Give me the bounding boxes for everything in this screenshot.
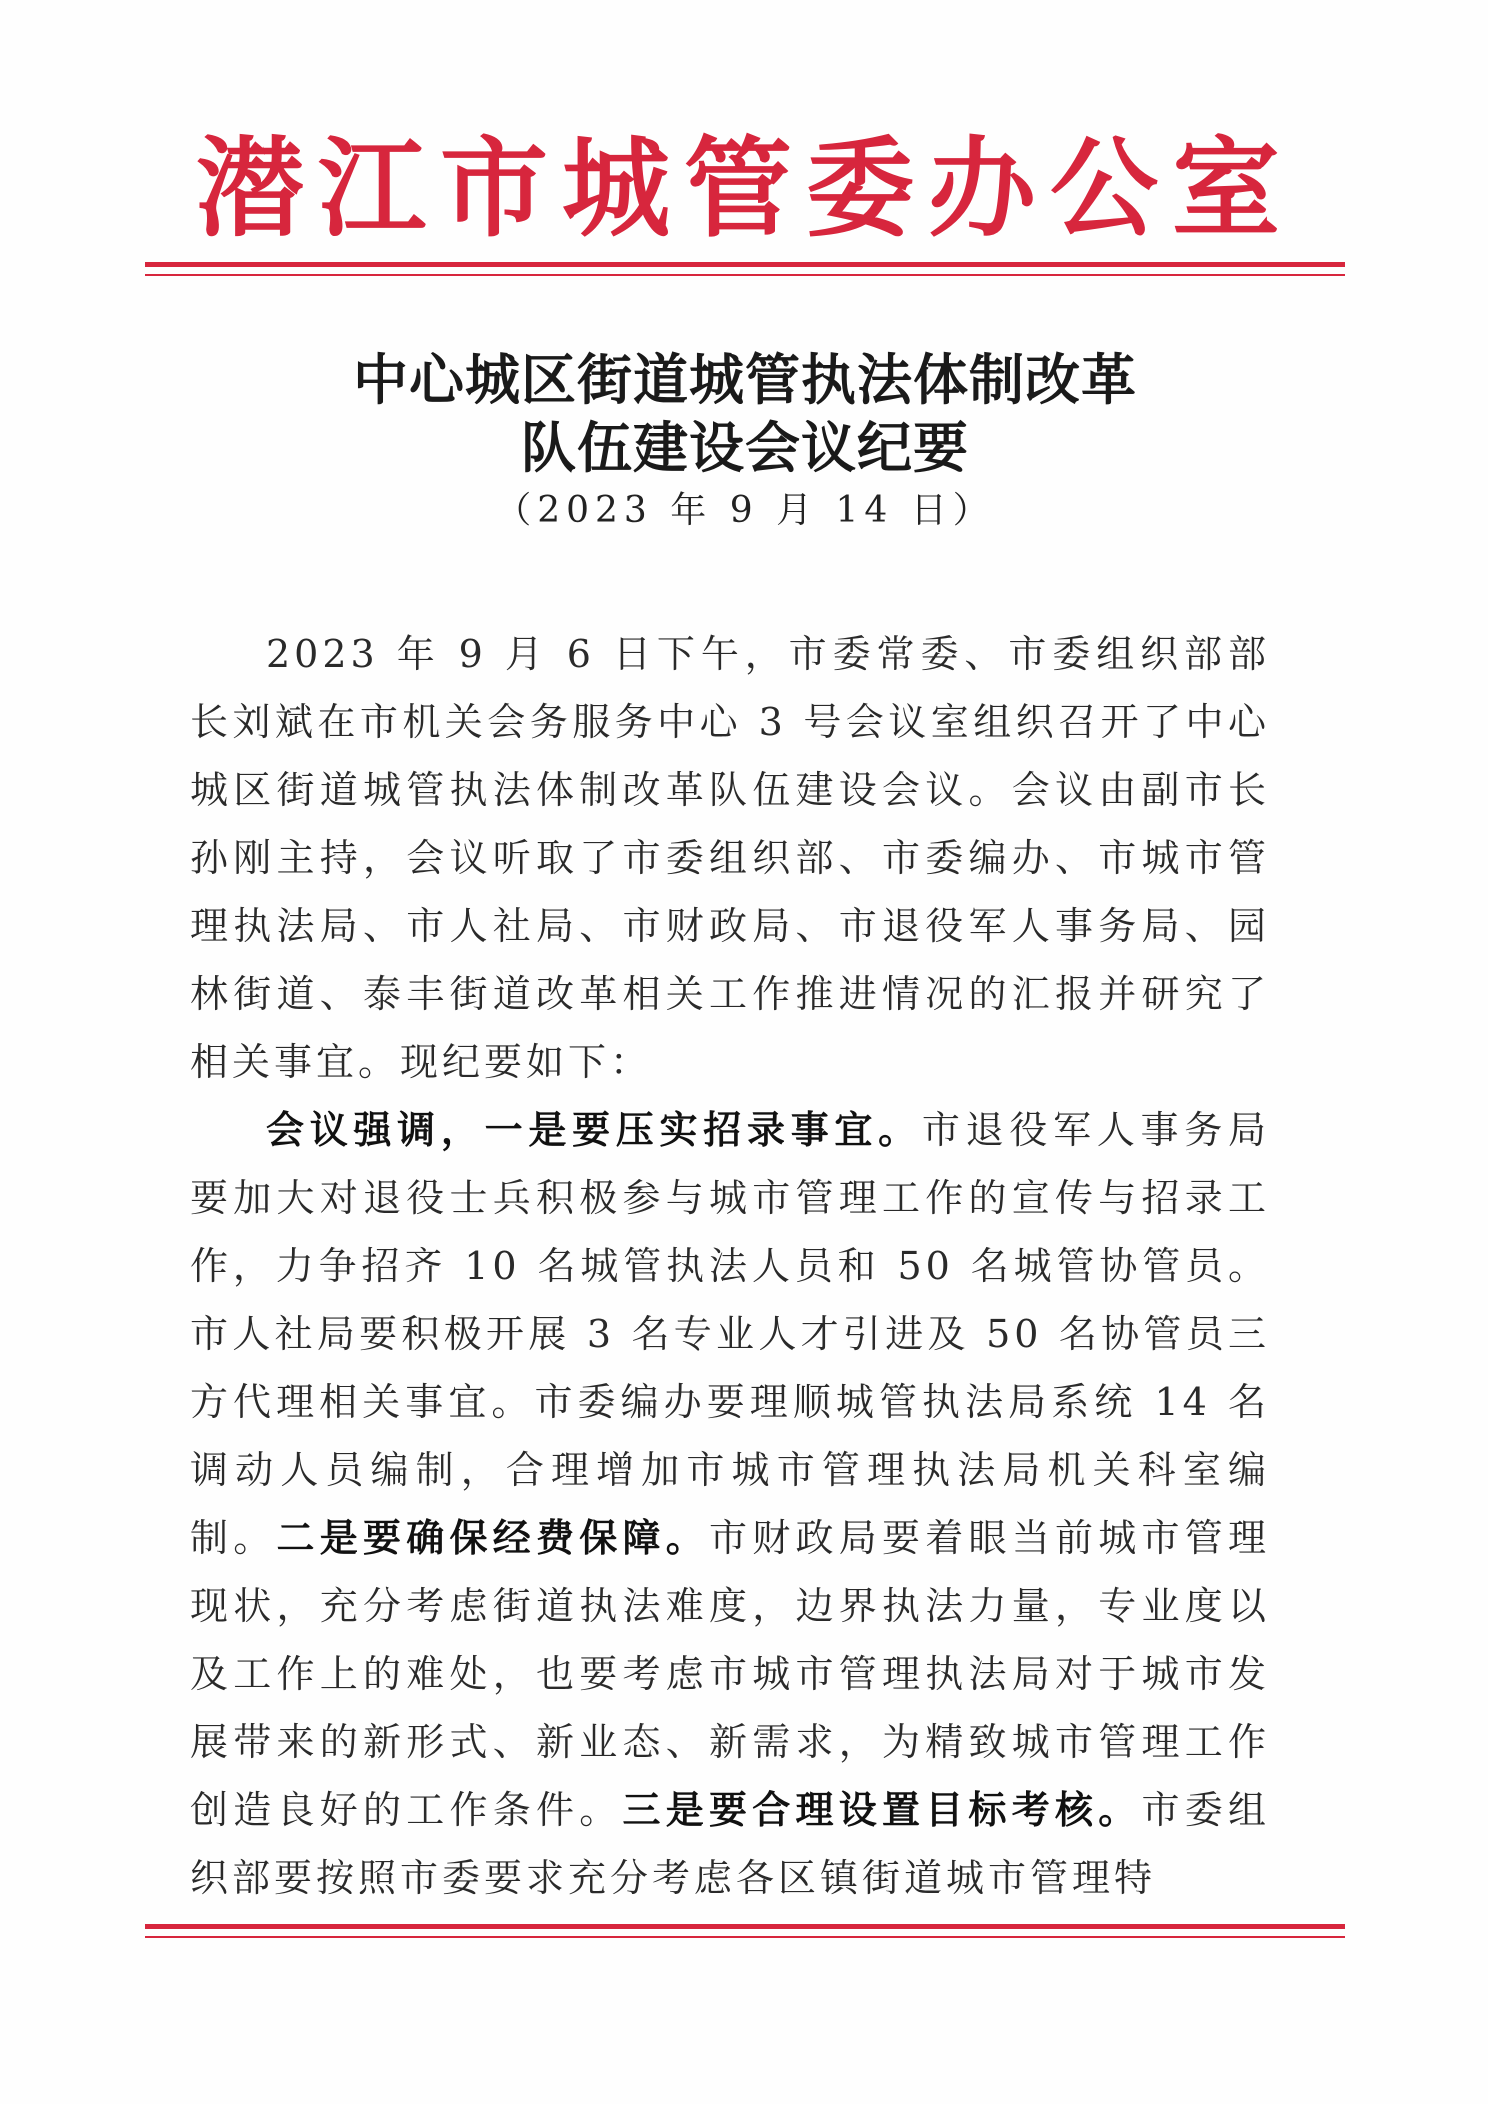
body-text-assessment: 市委组织部要按照市委要求充分考虑各区镇街道城市管理特 bbox=[190, 1788, 1270, 1900]
body-emphasis-three: 三是要合理设置目标考核。 bbox=[622, 1787, 1142, 1832]
masthead-rule-thick bbox=[145, 262, 1345, 267]
footer-rule-thick bbox=[145, 1924, 1345, 1929]
document-body bbox=[190, 620, 1270, 1912]
masthead-title: 潜江市城管委办公室 bbox=[195, 127, 1294, 252]
masthead-rule-thin bbox=[145, 274, 1345, 276]
document-title-line1: 中心城区街道城管执法体制改革 bbox=[352, 347, 1137, 412]
body-paragraph-1: 2023 年 9 月 6 日下午，市委常委、市委组织部部长刘斌在市机关会务服务中心 3 号会议室组织召开了中心城区街道城管执法体制改革队伍建设会议。会议由副市长孙刚主持，会议听取了市委组织部、市委编办、市城市管理执法局、市人社局、市财政局、市退役军人事务局、园林街道、泰丰街道改革相关工作推进情况的汇报并研究了相关事宜。现纪要如下： bbox=[190, 632, 1270, 1084]
body-emphasis-two: 二是要确保经费保障。 bbox=[276, 1515, 709, 1560]
body-emphasis-intro: 会议强调，一是要压实招录事宜。 bbox=[266, 1107, 922, 1152]
document-title-line2: 队伍建设会议纪要 bbox=[520, 415, 969, 480]
body-text-funding: 市财政局要着眼当前城市管理现状，充分考虑街道执法难度，边界执法力量，专业度以及工作上的难处，也要考虑市城市管理执法局对于城市发展带来的新形式、新业态、新需求，为精致城市管理工作创造良好的工作条件。 bbox=[190, 1516, 1270, 1832]
body-text-recruitment: 市退役军人事务局要加大对退役士兵积极参与城市管理工作的宣传与招录工作，力争招齐 10 名城管执法人员和 50 名城管协管员。市人社局要积极开展 3 名专业人才引进及 50 名协管员三方代理相关事宜。市委编办要理顺城管执法局系统 14 名调动人员编制，合理增加市城市管理执法局机关科室编制。 bbox=[190, 1108, 1270, 1560]
document-date: （2023 年 9 月 14 日） bbox=[495, 490, 995, 531]
body-paragraph-2 bbox=[190, 1096, 1270, 1912]
footer-rule-thin bbox=[145, 1936, 1345, 1938]
